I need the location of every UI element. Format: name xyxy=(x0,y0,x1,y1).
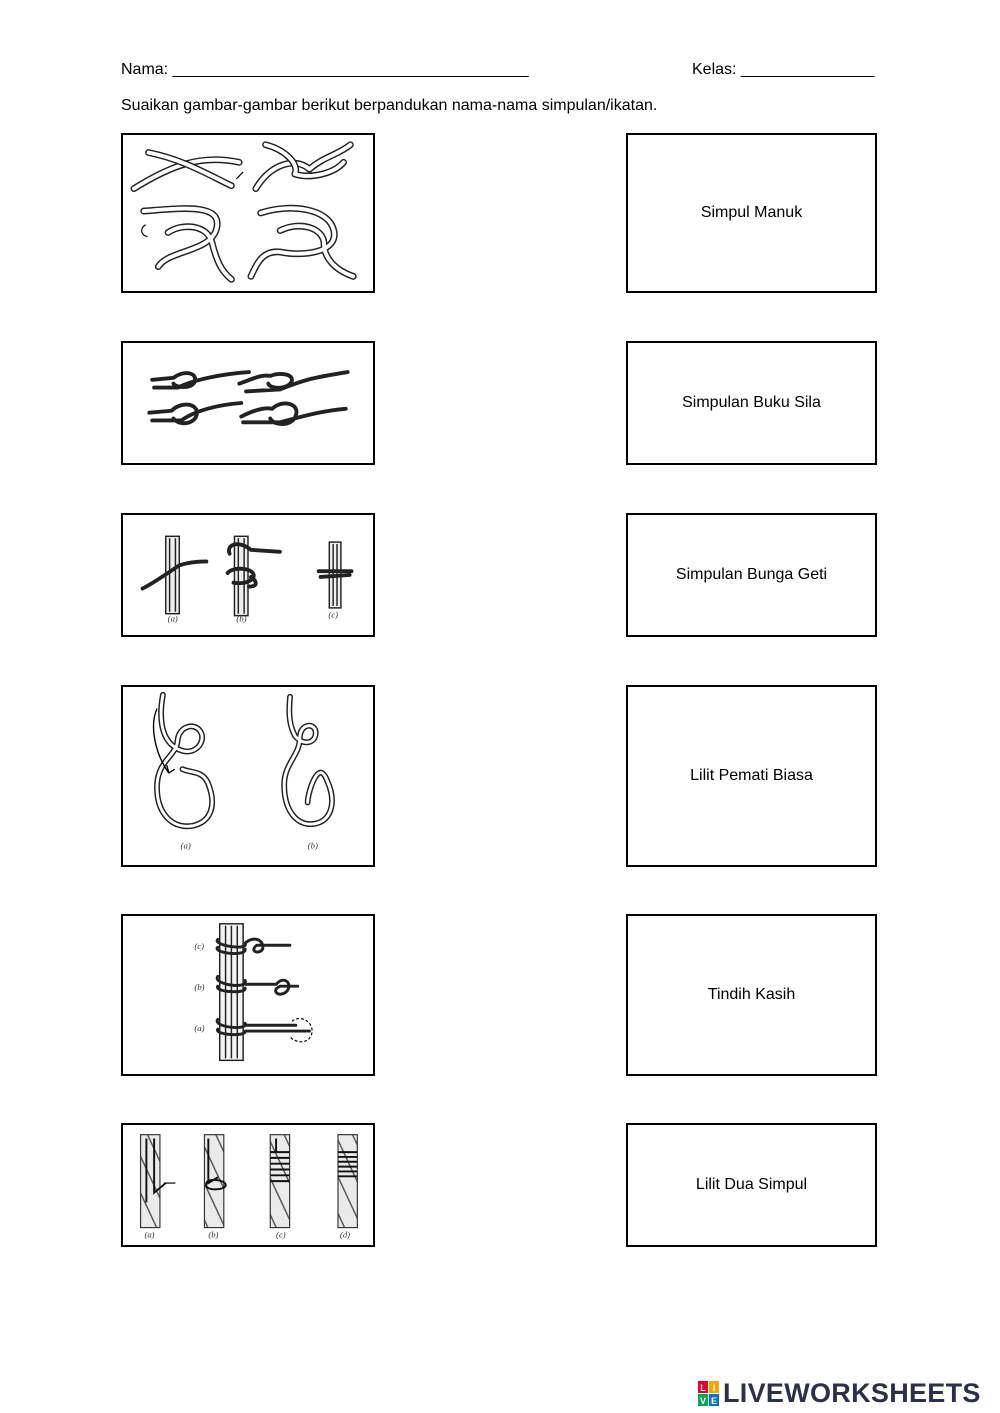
label-box-5[interactable] xyxy=(626,914,877,1076)
brand-text: LIVEWORKSHEETS xyxy=(723,1378,981,1408)
instruction-text: Suaikan gambar-gambar berikut berpandukan nama-nama simpulan/ikatan. xyxy=(121,97,658,114)
picture-box-3[interactable] xyxy=(121,513,375,637)
caption-4-a: (a) xyxy=(180,840,191,851)
caption-6-a: (a) xyxy=(144,1229,155,1240)
caption-3-c: (c) xyxy=(328,609,338,620)
label-box-1[interactable] xyxy=(626,133,877,293)
clove-hitch-illustration xyxy=(123,515,373,635)
caption-6-c: (c) xyxy=(276,1229,286,1240)
figure-eight-knot-illustration xyxy=(123,687,373,865)
label-text-1: Simpul Manuk xyxy=(700,204,803,221)
name-field[interactable]: Nama: ________________________________________ xyxy=(121,61,529,78)
caption-5-a: (a) xyxy=(194,1023,205,1034)
label-box-3[interactable] xyxy=(626,513,877,637)
whipping-illustration xyxy=(123,1125,373,1245)
label-box-4[interactable] xyxy=(626,685,877,867)
caption-5-b: (b) xyxy=(194,982,205,993)
reef-knot-illustration xyxy=(123,135,373,291)
sheet-bend-illustration xyxy=(123,343,373,463)
svg-text:I: I xyxy=(712,1382,716,1393)
label-box-6[interactable] xyxy=(626,1123,877,1247)
class-field[interactable]: Kelas: _______________ xyxy=(692,61,875,78)
picture-box-5[interactable] xyxy=(121,914,375,1076)
caption-5-c: (c) xyxy=(194,941,205,952)
picture-box-1[interactable] xyxy=(121,133,375,293)
svg-text:V: V xyxy=(699,1395,707,1406)
label-text-3: Simpulan Bunga Geti xyxy=(675,566,828,583)
liveworksheets-brand[interactable] xyxy=(698,1378,981,1409)
svg-text:E: E xyxy=(710,1395,718,1406)
caption-3-b: (b) xyxy=(236,613,247,624)
round-turn-two-half-hitches-illustration xyxy=(123,916,373,1074)
label-text-4: Lilit Pemati Biasa xyxy=(690,767,813,784)
caption-6-b: (b) xyxy=(208,1229,219,1240)
label-text-5: Tindih Kasih xyxy=(707,986,796,1003)
caption-6-d: (d) xyxy=(339,1229,351,1240)
caption-3-a: (a) xyxy=(167,613,178,624)
label-text-6: Lilit Dua Simpul xyxy=(695,1176,808,1193)
svg-text:L: L xyxy=(700,1382,706,1393)
caption-4-b: (b) xyxy=(307,840,318,851)
picture-box-6[interactable] xyxy=(121,1123,375,1247)
picture-box-4[interactable] xyxy=(121,685,375,867)
liveworksheets-logo-icon xyxy=(698,1381,720,1407)
label-box-2[interactable] xyxy=(626,341,877,465)
picture-box-2[interactable] xyxy=(121,341,375,465)
label-text-2: Simpulan Buku Sila xyxy=(682,394,821,411)
